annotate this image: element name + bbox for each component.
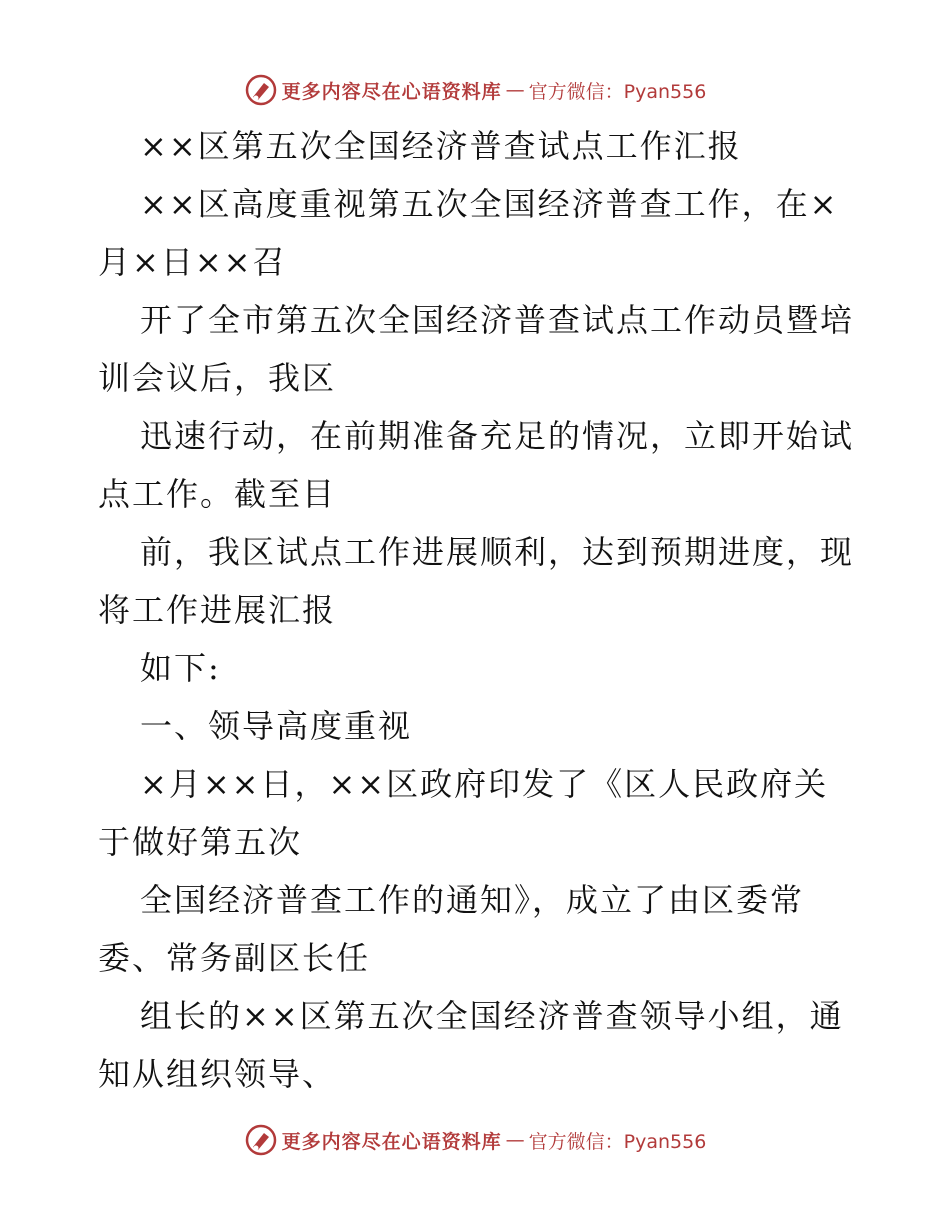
paragraph-line: 全国经济普查工作的通知》，成立了由区委常 <box>140 881 805 919</box>
banner-title: 更多内容尽在心语资料库 <box>281 1130 502 1153</box>
paragraph-line: ×月××日，××区政府印发了《区人民政府关 <box>140 765 829 803</box>
paragraph-line: 点工作。截至目 <box>98 475 337 513</box>
paragraph-line: 委、常务副区长任 <box>98 939 371 977</box>
paragraph-line: 将工作进展汇报 <box>98 591 337 629</box>
header-banner <box>0 70 950 110</box>
paragraph-line: 知从组织领导、 <box>98 1055 337 1093</box>
paragraph-line: 组长的××区第五次全国经济普查领导小组，通 <box>140 997 844 1035</box>
pen-nib-seal-icon <box>244 73 278 107</box>
paragraph-line: 前，我区试点工作进展顺利，达到预期进度，现 <box>140 533 855 571</box>
banner-separator: — <box>505 1129 525 1151</box>
paragraph-line: 开了全市第五次全国经济普查试点工作动员暨培 <box>140 301 855 339</box>
paragraph-line: 如下: <box>140 649 221 687</box>
paragraph-line: 迅速行动，在前期准备充足的情况，立即开始试 <box>140 417 855 455</box>
banner-separator: — <box>505 79 525 101</box>
banner-contact: 官方微信：Pyan556 <box>528 1130 707 1153</box>
banner-title: 更多内容尽在心语资料库 <box>281 80 502 103</box>
paragraph-line: 于做好第五次 <box>98 823 303 861</box>
footer-banner <box>0 1120 950 1160</box>
section-heading: 一、领导高度重视 <box>140 707 413 745</box>
paragraph-line: 月×日××召 <box>98 243 287 281</box>
pen-nib-seal-icon <box>244 1123 278 1157</box>
paragraph-line: ××区高度重视第五次全国经济普查工作，在× <box>140 185 839 223</box>
document-title: ××区第五次全国经济普查试点工作汇报 <box>140 127 742 165</box>
paragraph-line: 训会议后，我区 <box>98 359 337 397</box>
banner-contact: 官方微信：Pyan556 <box>528 80 707 103</box>
